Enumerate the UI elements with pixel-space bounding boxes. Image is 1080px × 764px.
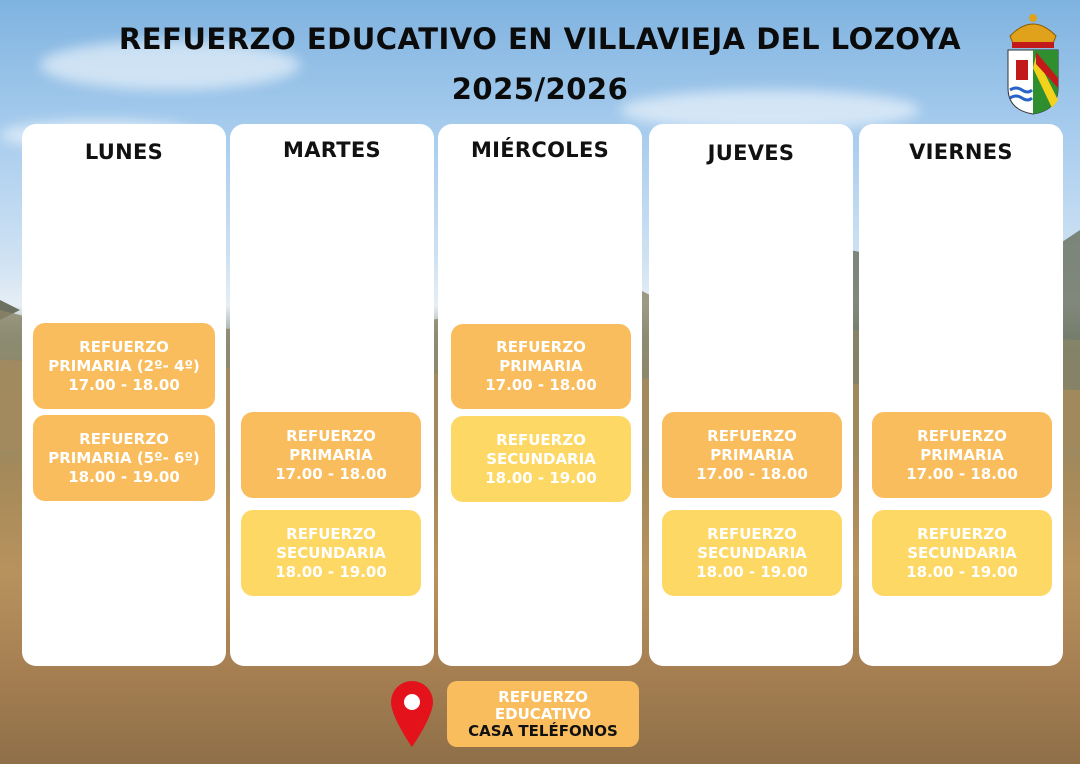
block-line2: SECUNDARIA [276,543,386,562]
block-line2: PRIMARIA (2º- 4º) [48,356,200,375]
schedule-block [33,415,215,501]
day-heading: MARTES [283,138,381,162]
day-column-martes [230,124,434,666]
block-line1: REFUERZO [917,426,1007,445]
block-time: 17.00 - 18.00 [485,376,597,394]
schedule-block [451,324,631,409]
school-year: 2025/2026 [451,72,629,106]
block-line1: REFUERZO [707,524,797,543]
schedule-block [451,416,631,502]
block-line2: PRIMARIA [499,357,583,375]
day-heading: JUEVES [707,141,795,165]
block-line2: SECUNDARIA [486,449,596,468]
block-line2: PRIMARIA [920,445,1004,464]
block-time: 17.00 - 18.00 [696,464,808,483]
page-title: REFUERZO EDUCATIVO EN VILLAVIEJA DEL LOZOYA [118,22,962,56]
block-time: 17.00 - 18.00 [68,375,180,394]
block-line1: REFUERZO [79,337,169,356]
day-heading: VIERNES [909,140,1013,164]
block-line2: SECUNDARIA [697,543,807,562]
schedule-block [872,510,1052,596]
day-heading: LUNES [84,140,164,164]
day-column-miercoles [438,124,642,666]
block-time: 18.00 - 19.00 [906,562,1018,581]
block-line1: REFUERZO [286,426,376,445]
block-line2: PRIMARIA (5º- 6º) [48,448,200,467]
schedule-block [872,412,1052,498]
day-column-jueves [649,124,853,666]
schedule-block [241,510,421,596]
day-column-lunes [22,124,226,666]
venue-line1: REFUERZO [498,687,588,706]
location-pin-icon [388,679,436,749]
schedule-block [662,510,842,596]
venue-box [447,681,639,747]
day-heading: MIÉRCOLES [470,138,610,162]
venue-location: CASA TELÉFONOS [468,721,618,740]
block-line2: PRIMARIA [289,445,373,464]
schedule-block [241,412,421,498]
schedule-block [662,412,842,498]
venue-line2: EDUCATIVO [494,704,592,723]
block-line1: REFUERZO [79,429,169,448]
schedule-block [33,323,215,409]
block-line1: REFUERZO [707,426,797,445]
block-line2: SECUNDARIA [907,543,1017,562]
block-time: 17.00 - 18.00 [906,464,1018,483]
block-line1: REFUERZO [496,338,586,356]
block-line1: REFUERZO [286,524,376,543]
day-column-viernes [859,124,1063,666]
block-time: 18.00 - 19.00 [68,467,180,486]
block-line1: REFUERZO [496,430,586,449]
block-time: 18.00 - 19.00 [696,562,808,581]
block-time: 18.00 - 19.00 [485,468,597,487]
block-line1: REFUERZO [917,524,1007,543]
block-line2: PRIMARIA [710,445,794,464]
block-time: 18.00 - 19.00 [275,562,387,581]
block-time: 17.00 - 18.00 [275,464,387,483]
municipal-crest-icon [1000,8,1066,118]
